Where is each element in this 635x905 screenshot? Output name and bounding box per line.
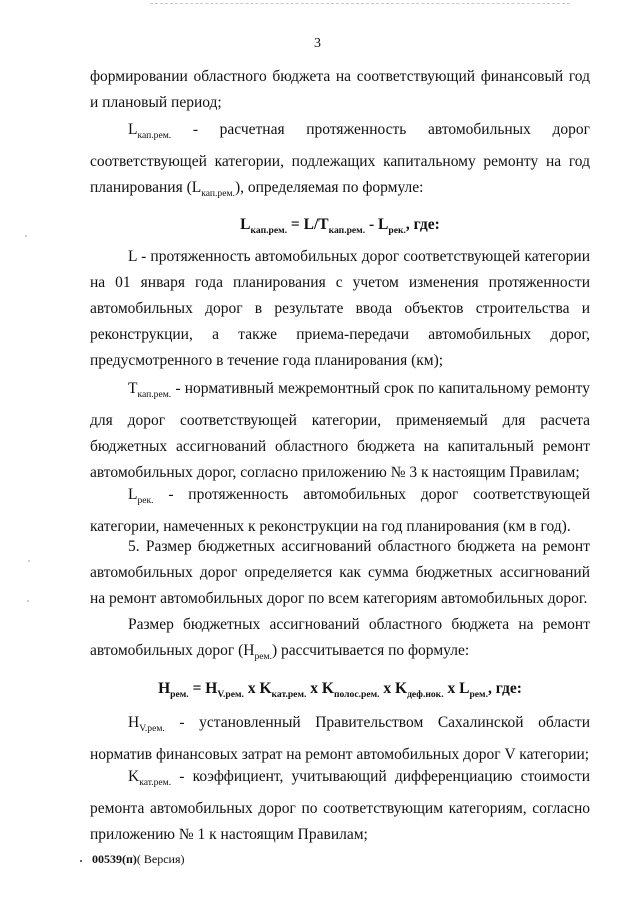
definition-l-kap-rem <box>90 117 590 207</box>
definition-h-v-rem <box>90 710 590 768</box>
scan-speck <box>25 235 27 237</box>
footer-dot <box>80 860 82 862</box>
paragraph-h-rem-intro <box>90 612 590 670</box>
paragraph-continuation <box>90 64 590 116</box>
footer-document-code <box>92 852 185 867</box>
formula-l-kap-rem <box>90 212 590 244</box>
formula-h-rem <box>90 676 590 708</box>
definition-t-kap-rem <box>90 376 590 486</box>
definition-l-rek <box>90 482 590 540</box>
paragraph-text: 5. Размер бюджетных ассигнований областного бюджета на ремонт автомобильных дорог определяется как сумма бюджетных ассигнований на ремонт автомобильных дорог по всем категориям автомобильных дорог. <box>90 538 590 607</box>
definition-l <box>90 244 590 374</box>
paragraph-text: $L_{рек.}$ - протяженность автомобильных дорог соответствующей категории, намеченных к реконструкции на год планирования (км в год). <box>90 486 590 536</box>
paragraph-text: $L_{кап.рем.}$ - расчетная протяженность автомобильных дорог соответствующей категории, подлежащих капитальному ремонту на год планирования $(L_{кап.рем.})$, определяемая по формуле: <box>90 121 590 200</box>
page-number: 3 <box>314 36 321 51</box>
scan-speck <box>28 560 30 562</box>
definition-k-kat-rem <box>90 764 590 848</box>
scan-edge-line <box>150 3 570 4</box>
formula-text: $H_{рем.} = H_{V.рем.}$ x $K_{кат.рем.}$ x $K_{полос.рем.}$ x $K_{деф.нок.}$ x $L_{рем.}$, где: <box>158 680 522 701</box>
paragraph-text: $K_{кат.рем.}$ - коэффициент, учитывающий дифференциацию стоимости ремонта автомобильных дорог по соответствующим категориям, согласно приложению № 1 к настоящим Правилам; <box>90 768 590 844</box>
paragraph-text: формировании областного бюджета на соответствующий финансовый год и плановый период; <box>90 68 590 111</box>
paragraph-text: Размер бюджетных ассигнований областного бюджета на ремонт автомобильных дорог $(H_{рем.})$ рассчитывается по формуле: <box>90 616 590 663</box>
paragraph-text: $T_{кап.рем.}$ - нормативный межремонтный срок по капитальному ремонту для дорог соответствующей категории, применяемый для расчета бюджетных ассигнований областного бюджета на капитальный ремонт автомобильных дорог, согласно приложению № 3 к настоящим Правилам; <box>90 380 590 482</box>
section-5-paragraph <box>90 534 590 612</box>
footer-code-number: 00539(п) <box>92 852 137 866</box>
footer-code-note: ( Версия) <box>136 852 185 866</box>
scan-speck <box>27 600 29 602</box>
formula-text: $L_{кап.рем.} = L/T_{кап.рем.} - L_{рек.}$, где: <box>240 216 440 237</box>
paragraph-text: L - протяженность автомобильных дорог соответствующей категории на 01 января года планирования с учетом изменения протяженности автомобильных дорог в результате ввода объектов строительства и реконструкции, а также приема-передачи автомобильных дорог, предусмотренного в течение года планирования (км); <box>90 248 590 369</box>
paragraph-text: $H_{V.рем.}$ - установленный Правительством Сахалинской области норматив финансовых затрат на ремонт автомобильных дорог V категории; <box>90 714 590 764</box>
